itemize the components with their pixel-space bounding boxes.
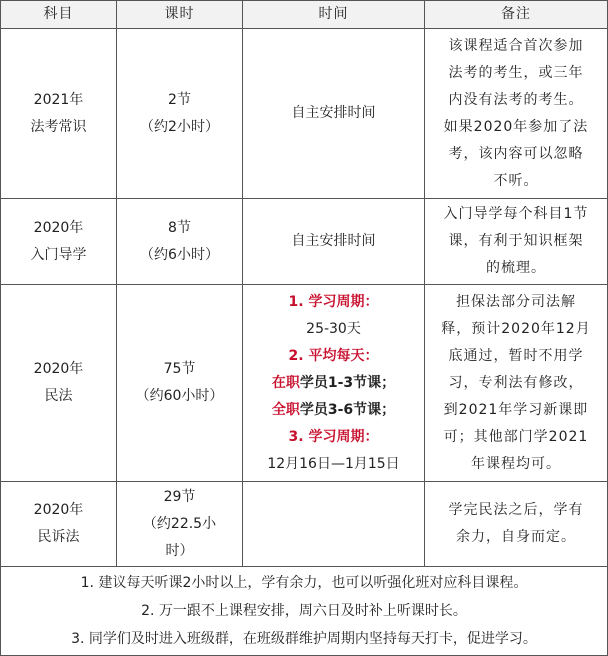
fulltime-value: 学员3-6节课； [299, 401, 396, 418]
subject-cell [1, 482, 117, 567]
remark-line: 到2021年学习新课即 [443, 401, 589, 418]
remark-line: 年课程均可。 [471, 455, 561, 472]
note-item: 2. 万一跟不上课程安排，周六日及时补上听课时长。 [141, 603, 467, 619]
remark-line: 如果2020年参加了法 [443, 118, 589, 135]
subject-name: 民诉法 [37, 529, 80, 545]
notes-row [1, 567, 608, 656]
subject-year: 2020年 [33, 502, 84, 518]
remark-line: 入门导学每个科目1节 [443, 206, 589, 222]
subject-cell [1, 29, 117, 199]
hours-approx: （约2小时） [140, 118, 219, 135]
hours-cell [117, 482, 243, 567]
subject-name: 入门导学 [30, 246, 87, 263]
employed-label: 在职 [271, 374, 300, 391]
hours-count: 29节 [163, 488, 196, 505]
time-cell [243, 482, 425, 567]
table-row [1, 285, 608, 482]
hours-count: 8节 [168, 219, 191, 236]
remark-line: 可；其他部门学2021 [443, 428, 589, 445]
remark-line: 习，专利法有修改， [448, 374, 584, 391]
remark-line: 不听。 [493, 172, 539, 189]
header-remark: 备注 [425, 1, 608, 29]
subject-name: 民法 [44, 388, 73, 404]
fulltime-students-line [243, 397, 424, 424]
hours-approx: （约6小时） [140, 246, 219, 263]
remark-line: 的梳理。 [486, 260, 546, 276]
hours-approx: （约22.5小 [142, 515, 217, 532]
table-row [1, 29, 608, 199]
study-period-value: 25-30天 [306, 320, 361, 337]
note-item: 1. 建议每天听课2小时以上，学有余力，也可以听强化班对应科目课程。 [80, 575, 528, 591]
subject-year: 2020年 [33, 219, 84, 236]
remark-line: 余力，自身而定。 [456, 529, 576, 545]
table-row [1, 482, 608, 567]
header-time: 时间 [243, 1, 425, 29]
fulltime-label: 全职 [271, 401, 300, 418]
remark-line: 学完民法之后，学有 [448, 502, 584, 518]
hours-cell [117, 29, 243, 199]
remark-cell [425, 199, 608, 285]
time-cell: 自主安排时间 [243, 199, 425, 285]
remark-line: 该课程适合首次参加 [448, 37, 584, 54]
note-item: 3. 同学们及时进入班级群，在班级群维护周期内坚持每天打卡，促进学习。 [71, 631, 537, 647]
hours-cell [117, 199, 243, 285]
time-cell: 自主安排时间 [243, 29, 425, 199]
table-row [1, 199, 608, 285]
subject-name: 法考常识 [30, 118, 87, 135]
subject-cell [1, 285, 117, 482]
remark-line: 担保法部分司法解 [456, 293, 576, 310]
remark-line: 法考的考生，或三年 [448, 64, 584, 81]
subject-cell [1, 199, 117, 285]
hours-cell [117, 285, 243, 482]
hours-count: 2节 [168, 91, 191, 108]
hours-approx-cont: 时） [165, 542, 194, 559]
header-subject: 科目 [1, 1, 117, 29]
notes-cell [1, 567, 608, 656]
remark-line: 考，该内容可以忽略 [448, 145, 584, 162]
study-period-dates: 12月16日—1月15日 [267, 455, 400, 472]
header-hours: 课时 [117, 1, 243, 29]
remark-cell [425, 482, 608, 567]
study-period-heading: 1. 学习周期： [288, 293, 379, 310]
study-period-heading-2: 3. 学习周期： [288, 428, 379, 445]
employed-students-line [243, 370, 424, 397]
subject-year: 2021年 [33, 91, 84, 108]
daily-average-heading: 2. 平均每天： [288, 347, 379, 364]
remark-line: 课，有利于知识框架 [448, 233, 584, 249]
employed-value: 学员1-3节课； [299, 374, 396, 391]
remark-cell [425, 29, 608, 199]
time-cell [243, 285, 425, 482]
remark-line: 内没有法考的考生。 [448, 91, 584, 108]
remark-line: 释，预计2020年12月 [441, 320, 591, 337]
hours-approx: （约60小时） [135, 388, 224, 404]
header-row [1, 1, 608, 29]
remark-cell [425, 285, 608, 482]
hours-count: 75节 [163, 361, 196, 377]
remark-line: 底通过，暂时不用学 [448, 347, 584, 364]
subject-year: 2020年 [33, 361, 84, 377]
